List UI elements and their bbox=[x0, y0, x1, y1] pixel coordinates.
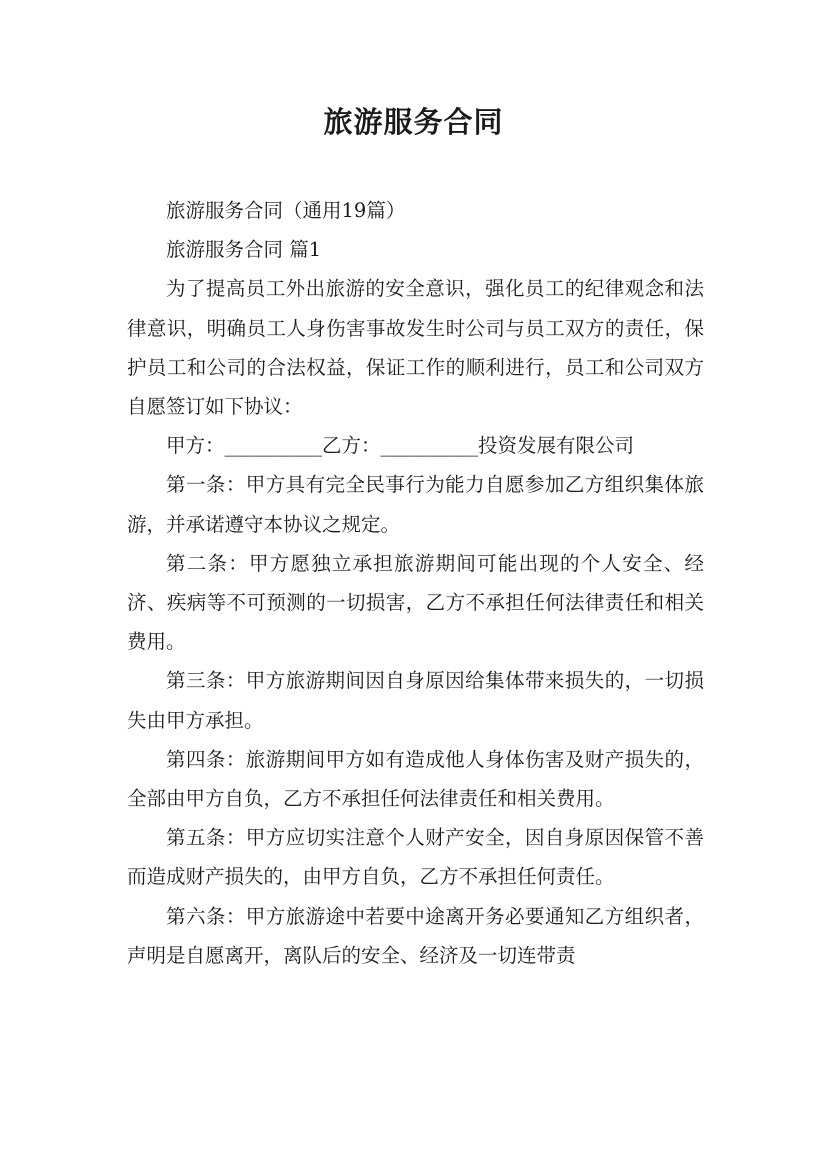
paragraph-intro: 为了提高员工外出旅游的安全意识，强化员工的纪律观念和法律意识，明确员工人身伤害事故发生时公司与员工双方的责任，保护员工和公司的合法权益，保证工作的顺利进行，员工和公司双方自愿签订如下协议： bbox=[127, 277, 704, 419]
paragraph-article-1: 第一条：甲方具有完全民事行为能力自愿参加乙方组织集体旅游，并承诺遵守本协议之规定。 bbox=[127, 473, 704, 536]
paragraph-article-4: 第四条：旅游期间甲方如有造成他人身体伤害及财产损失的，全部由甲方自负，乙方不承担任何法律责任和相关费用。 bbox=[127, 747, 704, 811]
paragraph-article-2: 第二条：甲方愿独立承担旅游期间可能出现的个人安全、经济、疾病等不可预测的一切损害，乙方不承担任何法律责任和相关费用。 bbox=[127, 551, 704, 654]
paragraph-parties: 甲方：__________乙方：__________投资发展有限公司 bbox=[166, 434, 635, 458]
paragraph-section-heading: 旅游服务合同 篇1 bbox=[166, 238, 322, 262]
document-body bbox=[127, 191, 704, 975]
document-title: 旅游服务合同 bbox=[323, 105, 504, 139]
paragraph-subtitle: 旅游服务合同（通用19篇） bbox=[166, 199, 406, 222]
paragraph-article-5: 第五条：甲方应切实注意个人财产安全，因自身原因保管不善而造成财产损失的，由甲方自负，乙方不承担任何责任。 bbox=[127, 826, 704, 889]
paragraph-article-6: 第六条：甲方旅游途中若要中途离开务必要通知乙方组织者，声明是自愿离开，离队后的安全、经济及一切连带责 bbox=[127, 904, 704, 967]
paragraph-article-3: 第三条：甲方旅游期间因自身原因给集体带来损失的，一切损失由甲方承担。 bbox=[127, 669, 704, 732]
